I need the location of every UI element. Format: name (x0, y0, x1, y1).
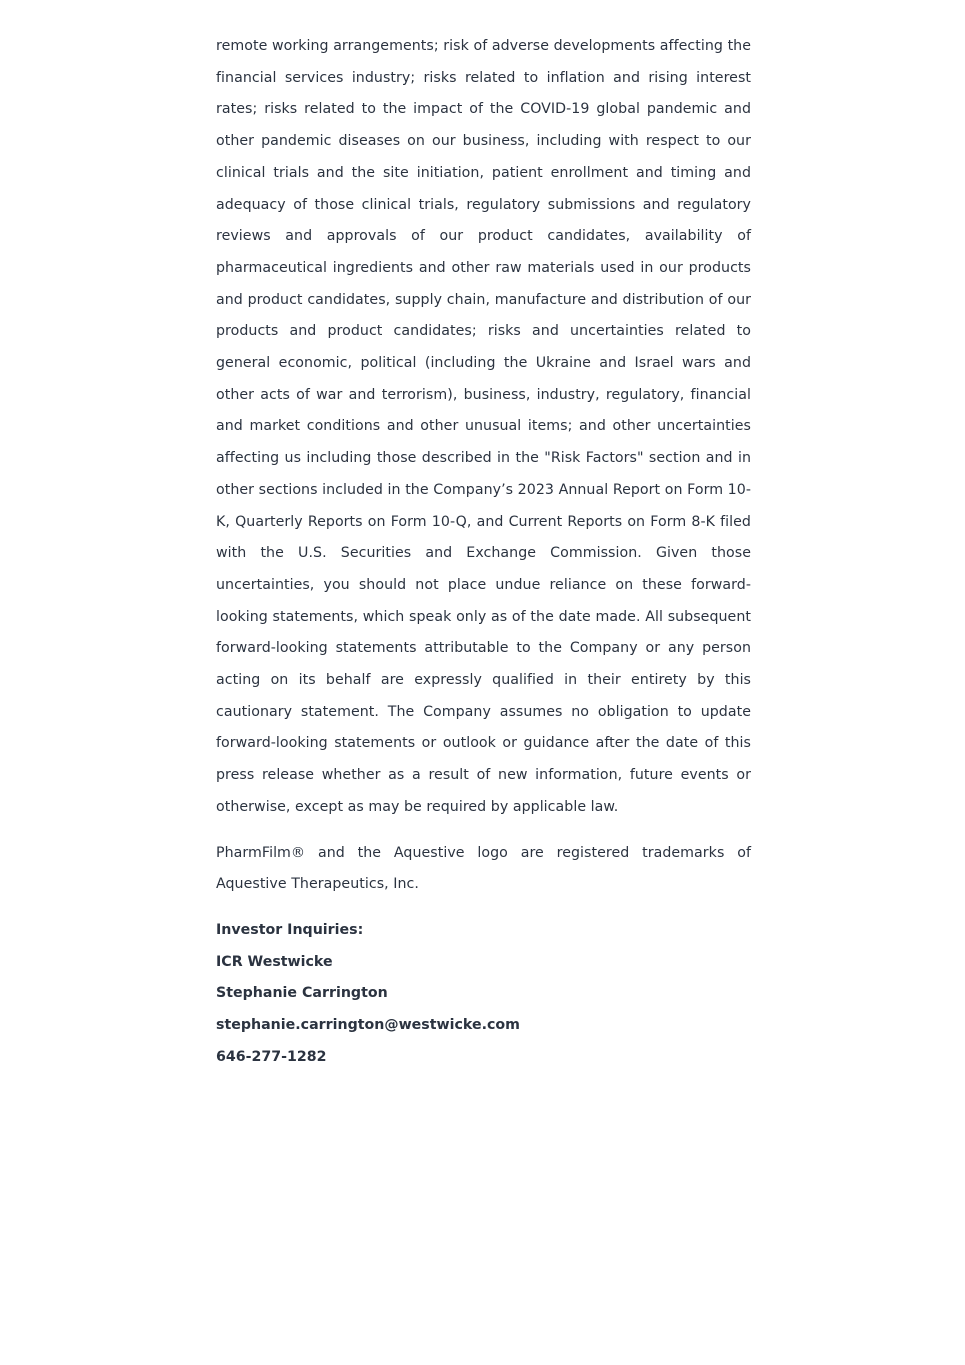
contact-firm: ICR Westwicke (216, 953, 333, 970)
forward-looking-statements-paragraph: remote working arrangements; risk of adverse developments affecting the financial services industry; risks related to inflation and rising interest rates; risks related to the impact of the COVID-19 global pandemic and other pandemic diseases on our business, including with respect to our clinical trials and the site initiation, patient enrollment and timing and adequacy of those clinical trials, regulatory submissions and regulatory reviews and approvals of our product candidates, availability of pharmaceutical ingredients and other raw materials used in our products and product candidates, supply chain, manufacture and distribution of our products and product candidates; risks and uncertainties related to general economic, political (including the Ukraine and Israel wars and other acts of war and terrorism), business, industry, regulatory, financial and market conditions and other unusual items; and other uncertainties affecting us including those described in the "Risk Factors" section and in other sections included in the Company’s 2023 Annual Report on Form 10-K, Quarterly Reports on Form 10-Q, and Current Reports on Form 8-K filed with the U.S. Securities and Exchange Commission. Given those uncertainties, you should not place undue reliance on these forward-looking statements, which speak only as of the date made. All subsequent forward-looking statements attributable to the Company or any person acting on its behalf are expressly qualified in their entirety by this cautionary statement. The Company assumes no obligation to update forward-looking statements or outlook or guidance after the date of this press release whether as a result of new information, future events or otherwise, except as may be required by applicable law. (216, 38, 751, 815)
document-page (216, 31, 751, 1074)
contact-phone: 646-277-1282 (216, 1048, 327, 1065)
investor-inquiries-heading: Investor Inquiries: (216, 921, 364, 938)
contact-name: Stephanie Carrington (216, 985, 388, 1002)
contact-email: stephanie.carrington@westwicke.com (216, 1017, 520, 1034)
investor-contact-block (216, 915, 751, 1074)
trademark-paragraph: PharmFilm® and the Aquestive logo are registered trademarks of Aquestive Therapeutics, Inc. (216, 844, 751, 893)
